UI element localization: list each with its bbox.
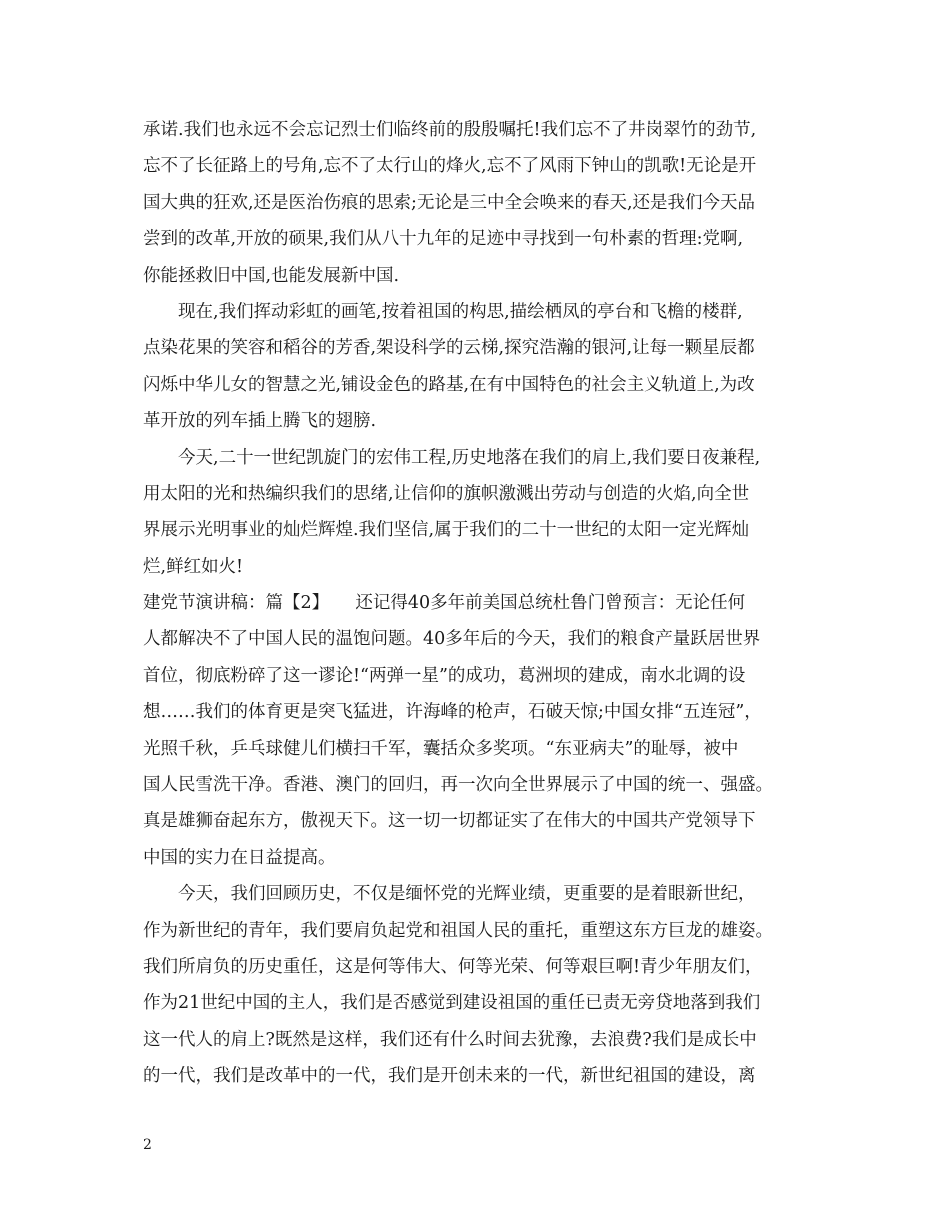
text-line: 今天,二十一世纪凯旋门的宏伟工程,历史地落在我们的肩上,我们要日夜兼程, (178, 447, 761, 468)
text-line: 点染花果的笑容和稻谷的芳香,架设科学的云梯,探究浩瀚的银河,让每一颗星辰都 (143, 338, 755, 359)
document-body (143, 112, 823, 1095)
text-line: 今天，我们回顾历史，不仅是缅怀党的光辉业绩，更重要的是着眼新世纪， (178, 884, 756, 905)
text-line: 这一代人的肩上?既然是这样，我们还有什么时间去犹豫，去浪费?我们是成长中 (143, 1029, 757, 1050)
text-line: 界展示光明事业的灿烂辉煌.我们坚信,属于我们的二十一世纪的太阳一定光辉灿 (143, 520, 750, 541)
text-line: 国大典的狂欢,还是医治伤痕的思索;无论是三中全会唤来的春天,还是我们今天品 (143, 192, 756, 213)
text-line: 想……我们的体育更是突飞猛进，许海峰的枪声，石破天惊;中国女排“五连冠”， (143, 702, 762, 723)
text-line: 用太阳的光和热编织我们的思绪,让信仰的旗帜激溅出劳动与创造的火焰,向全世 (143, 483, 750, 504)
text-line: 中国的实力在日益提高。 (143, 847, 336, 868)
text-line: 尝到的改革,开放的硕果,我们从八十九年的足迹中寻找到一句朴素的哲理:党啊, (143, 229, 744, 250)
text-line: 的一代，我们是改革中的一代，我们是开创未来的一代，新世纪祖国的建设，离 (143, 1066, 756, 1087)
text-line: 国人民雪洗干净。香港、澳门的回归，再一次向全世界展示了中国的统一、强盛。 (143, 775, 773, 796)
text-line: 人都解决不了中国人民的温饱问题。40多年后的今天，我们的粮食产量跃居世界 (143, 629, 761, 650)
text-line: 真是雄狮奋起东方，傲视天下。这一切一切都证实了在伟大的中国共产党领导下 (143, 811, 756, 832)
text-line: 闪烁中华儿女的智慧之光,铺设金色的路基,在有中国特色的社会主义轨道上,为改 (143, 374, 755, 395)
text-line: 你能拯救旧中国,也能发展新中国. (143, 265, 400, 286)
text-line: 烂,鲜红如火! (143, 556, 244, 577)
page-number: 2 (143, 1137, 152, 1153)
text-line: 作为21世纪中国的主人，我们是否感觉到建设祖国的重任已责无旁贷地落到我们 (143, 993, 761, 1014)
text-line: 现在,我们挥动彩虹的画笔,按着祖国的构思,描绘栖凤的亭台和飞檐的楼群, (178, 301, 743, 322)
text-line: 忘不了长征路上的号角,忘不了太行山的烽火,忘不了风雨下钟山的凯歌!无论是开 (143, 156, 757, 177)
text-line: 我们所肩负的历史重任，这是何等伟大、何等光荣、何等艰巨啊!青少年朋友们， (143, 956, 763, 977)
text-line: 建党节演讲稿：篇【2】 还记得40多年前美国总统杜鲁门曾预言：无论任何 (143, 593, 746, 614)
text-line: 光照千秋，乒乓球健儿们横扫千军，囊括众多奖项。“东亚病夫”的耻辱，被中 (143, 738, 739, 759)
text-line: 承诺.我们也永远不会忘记烈士们临终前的殷殷嘱托!我们忘不了井岗翠竹的劲节, (143, 120, 757, 140)
text-line: 首位，彻底粉碎了这一谬论!“两弹一星”的成功，葛洲坝的建成，南水北调的设 (143, 665, 746, 686)
text-line: 作为新世纪的青年，我们要肩负起党和祖国人民的重托，重塑这东方巨龙的雄姿。 (143, 920, 773, 941)
text-line: 革开放的列车插上腾飞的翅膀. (143, 411, 377, 432)
